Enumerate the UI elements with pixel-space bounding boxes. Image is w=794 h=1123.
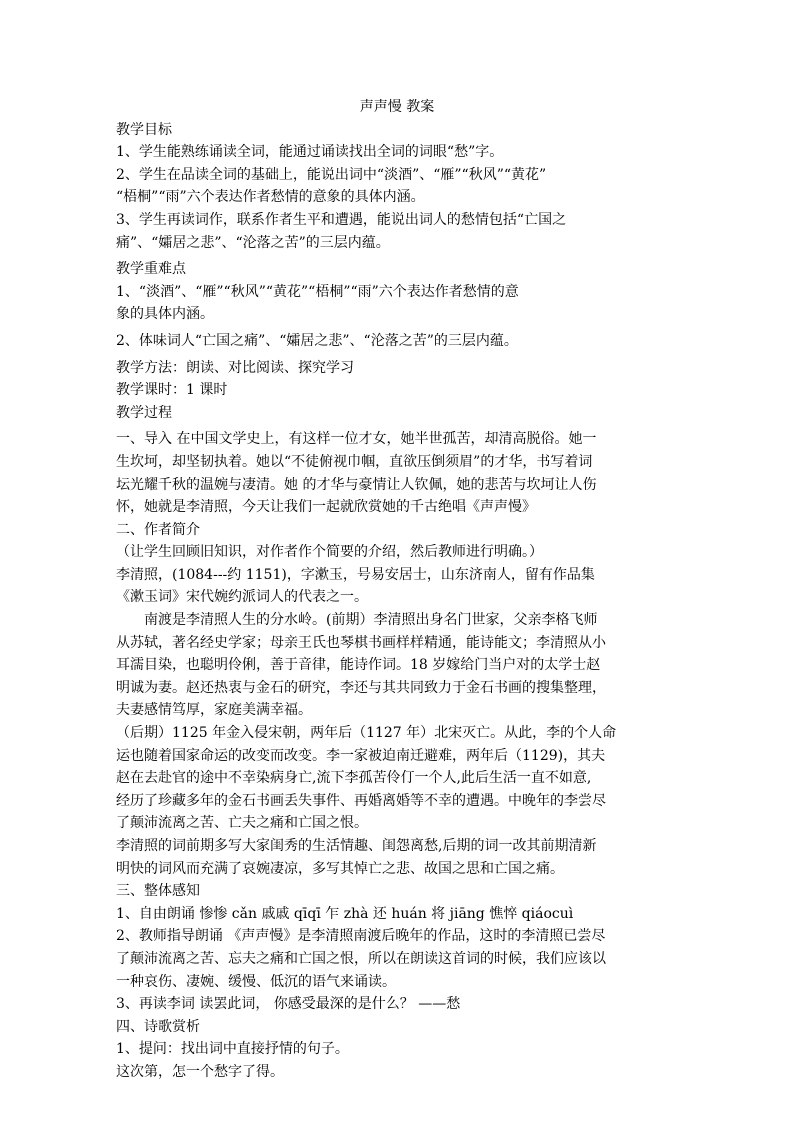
heading-author: 二、作者简介: [116, 521, 200, 538]
intro-line-4: 怀，她就是李清照，今天让我们一起就欣赏她的千古绝唱《声声慢》: [116, 499, 536, 516]
answer-1: 这次第，怎一个愁字了得。: [116, 1063, 284, 1080]
later-life-line-3: 赵在去赴官的途中不幸染病身亡,流下李孤苦伶仃一个人,此后生活一直不如意,: [116, 770, 592, 787]
objective-3-line-2: 痛”、“孀居之悲”、“沦落之苦”的三层内蕴。: [116, 234, 390, 251]
heading-objectives: 教学目标: [116, 121, 172, 138]
objective-2-line-2: “梧桐”“雨”六个表达作者愁情的意象的具体内涵。: [116, 189, 425, 206]
key-point-1-line-1: 1、“淡酒”、“雁”“秋风”“黄花”“梧桐”“雨”六个表达作者愁情的意: [116, 283, 519, 300]
heading-overall: 三、整体感知: [116, 883, 200, 900]
heading-process: 教学过程: [116, 404, 172, 421]
later-life-line-1: （后期）1125 年金入侵宋朝，两年后（1127 年）北宋灭亡。从此，李的个人命: [116, 725, 617, 742]
objective-2-line-1: 2、学生在品读全词的基础上，能说出词中“淡酒”、“雁”“秋风”“黄花”: [116, 166, 547, 183]
early-life-line-4: 明诚为妻。赵还热衷与金石的研究，李还与其共同致力于金石书画的搜集整理，: [116, 679, 606, 696]
heading-appreciation: 四、诗歌赏析: [116, 1018, 200, 1035]
author-bio-line-1: 李清照，(1084---约 1151)，字漱玉，号易安居士，山东济南人，留有作品集: [116, 566, 595, 583]
early-life-line-1: 南渡是李清照人生的分水岭。(前期）李清照出身名门世家，父亲李格飞师: [144, 612, 598, 629]
guided-reading-line-3: 一种哀伤、凄婉、缓慢、低沉的语气来诵读。: [116, 973, 396, 990]
page-title: 声声慢 教案: [359, 99, 435, 115]
guided-reading-line-1: 2、教师指导朗诵 《声声慢》是李清照南渡后晚年的作品，这时的李清照已尝尽: [116, 928, 606, 945]
author-note: （让学生回顾旧知识，对作者作个简要的介绍，然后教师进行明确。）: [116, 544, 543, 561]
poetry-style-line-1: 李清照的词前期多写大家闺秀的生活情趣、闺怨离愁,后期的词一改其前期清新: [116, 838, 597, 854]
intro-line-1: 一、导入 在中国文学史上，有这样一位才女，她半世孤苦，却清高脱俗。她一: [116, 431, 597, 448]
author-bio-line-2: 《漱玉词》宋代婉约派词人的代表之一。: [116, 589, 368, 606]
poetry-style-line-2: 明快的词风而充满了哀婉凄凉，多写其悼亡之悲、故国之思和亡国之痛。: [116, 860, 564, 877]
free-reading: 1、自由朗诵 惨惨 cǎn 戚戚 qīqī 乍 zhà 还 huán 将 jiāng 憔悴 qiáocuì: [116, 905, 574, 922]
objective-3-line-1: 3、学生再读词作，联系作者生平和遭遇，能说出词人的愁情包括“亡国之: [116, 211, 567, 228]
question-1: 1、提问：找出词中直接抒情的句子。: [116, 1041, 349, 1058]
reread: 3、再读李词 读罢此词， 你感受最深的是什么？ ——愁: [116, 996, 461, 1013]
intro-line-2: 生坎坷，却坚韧执着。她以“不徒俯视巾帼，直欲压倒须眉”的才华，书写着词: [116, 453, 593, 470]
teaching-method: 教学方法：朗读、对比阅读、探究学习: [116, 359, 354, 376]
early-life-line-2: 从苏轼，著名经史学家；母亲王氏也琴棋书画样样精通，能诗能文；李清照从小: [116, 634, 606, 651]
teaching-hours: 教学课时：1 课时: [116, 382, 228, 399]
key-point-1-line-2: 象的具体内涵。: [116, 306, 214, 323]
early-life-line-3: 耳濡目染，也聪明伶俐，善于音律，能诗作词。18 岁嫁给门当户对的太学士赵: [116, 657, 601, 674]
later-life-line-4: 经历了珍藏多年的金石书画丢失事件、再婚离婚等不幸的遭遇。中晚年的李尝尽: [116, 792, 606, 809]
intro-line-3: 坛光耀千秋的温婉与凄清。她 的才华与豪情让人钦佩，她的悲苦与坎坷让人伤: [116, 476, 597, 493]
later-life-line-5: 了颠沛流离之苦、亡夫之痛和亡国之恨。: [116, 815, 368, 832]
objective-1: 1、学生能熟练诵读全词，能通过诵读找出全词的词眼“愁”字。: [116, 144, 504, 161]
heading-key-points: 教学重难点: [116, 261, 186, 278]
guided-reading-line-2: 了颠沛流离之苦、忘夫之痛和亡国之恨，所以在朗读这首词的时候，我们应该以: [116, 950, 606, 967]
later-life-line-2: 运也随着国家命运的改变而改变。李一家被迫南迁避难，两年后（1129)，其夫: [116, 747, 606, 764]
early-life-line-5: 夫妻感情笃厚，家庭美满幸福。: [116, 702, 312, 719]
document-page: [116, 96, 678, 1084]
key-point-2: 2、体味词人“亡国之痛”、“孀居之悲”、“沦落之苦”的三层内蕴。: [116, 332, 518, 349]
